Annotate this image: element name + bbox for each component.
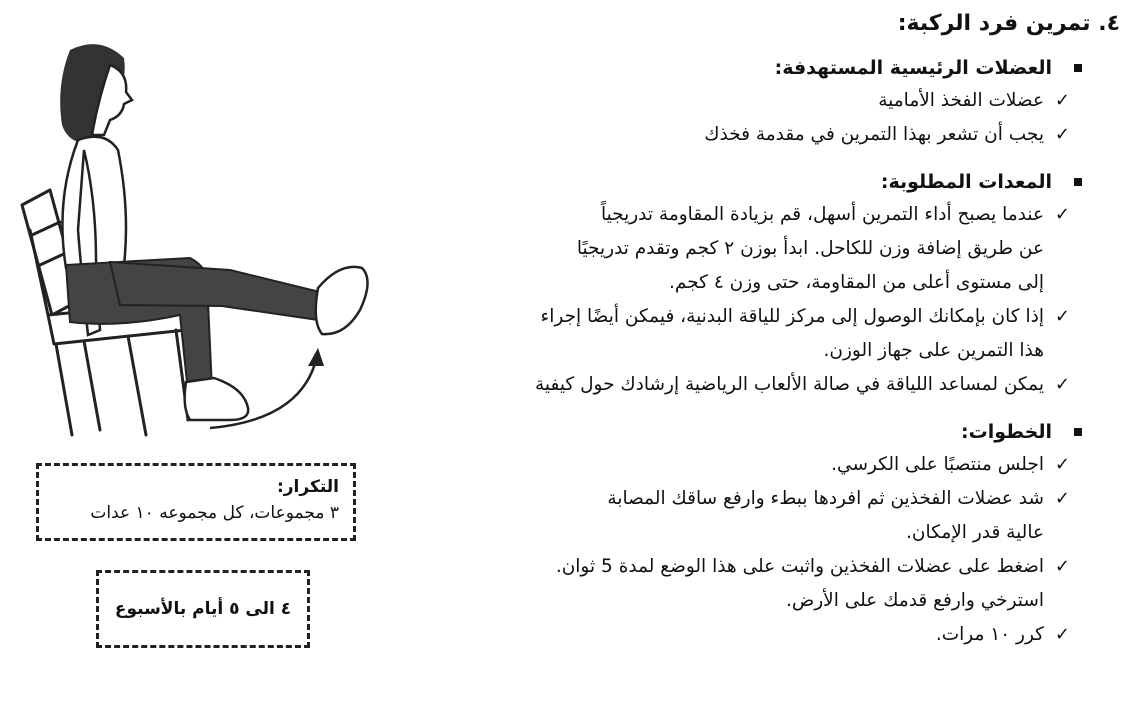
check-icon: ✓ [1054,624,1070,645]
list-item: ✓ إذا كان بإمكانك الوصول إلى مركز للياقة البدنية، فيمكن أيضًا إجراء هذا التمرين على جهاز الوزن. [360,300,1070,368]
seated-knee-extension-illustration [0,30,400,450]
check-icon: ✓ [1054,556,1070,577]
check-icon: ✓ [1054,374,1070,395]
section-heading: الخطوات: [961,421,1052,443]
section-steps [360,416,1120,652]
item-list [360,198,1120,402]
list-item: ✓ عندما يصبح أداء التمرين أسهل، قم بزيادة المقاومة تدريجياً عن طريق إضافة وزن للكاحل. ابدأ بوزن ٢ كجم وتقدم تدريجيًا إلى مستوى أعلى من المقاومة، حتى وزن ٤ كجم. [360,198,1070,300]
check-icon: ✓ [1054,306,1070,327]
exercise-content [360,6,1120,666]
section-heading: العضلات الرئيسية المستهدفة: [774,57,1052,79]
list-item: ✓ اضغط على عضلات الفخذين واثبت على هذا الوضع لمدة 5 ثوان. استرخي وارفع قدمك على الأرض. [360,550,1070,618]
square-bullet-icon [1074,178,1082,186]
list-item: ✓ عضلات الفخذ الأمامية [360,84,1070,118]
square-bullet-icon [1074,428,1082,436]
section-heading: المعدات المطلوبة: [880,171,1052,193]
item-list [360,448,1120,652]
check-icon: ✓ [1054,454,1070,475]
repetitions-label: التكرار: [276,477,339,497]
frequency-box [96,570,310,648]
section-target-muscles [360,52,1120,152]
check-icon: ✓ [1054,124,1070,145]
item-list [360,84,1120,152]
repetitions-value: ٣ مجموعات، كل مجموعه ١٠ عدات [90,503,339,523]
frequency-text: ٤ الى ٥ أيام بالأسبوع [114,599,292,619]
check-icon: ✓ [1054,488,1070,509]
list-item: ✓ يمكن لمساعد اللياقة في صالة الألعاب الرياضية إرشادك حول كيفية [360,368,1070,402]
check-icon: ✓ [1054,204,1070,225]
list-item: ✓ يجب أن تشعر بهذا التمرين في مقدمة فخذك [360,118,1070,152]
list-item: ✓ كرر ١٠ مرات. [360,618,1070,652]
page-title: ٤. تمرين فرد الركبة: [897,11,1120,36]
section-equipment [360,166,1120,402]
list-item: ✓ شد عضلات الفخذين ثم افردها ببطء وارفع ساقك المصابة عالية قدر الإمكان. [360,482,1070,550]
repetitions-box [36,463,356,541]
square-bullet-icon [1074,64,1082,72]
check-icon: ✓ [1054,90,1070,111]
list-item: ✓ اجلس منتصبًا على الكرسي. [360,448,1070,482]
